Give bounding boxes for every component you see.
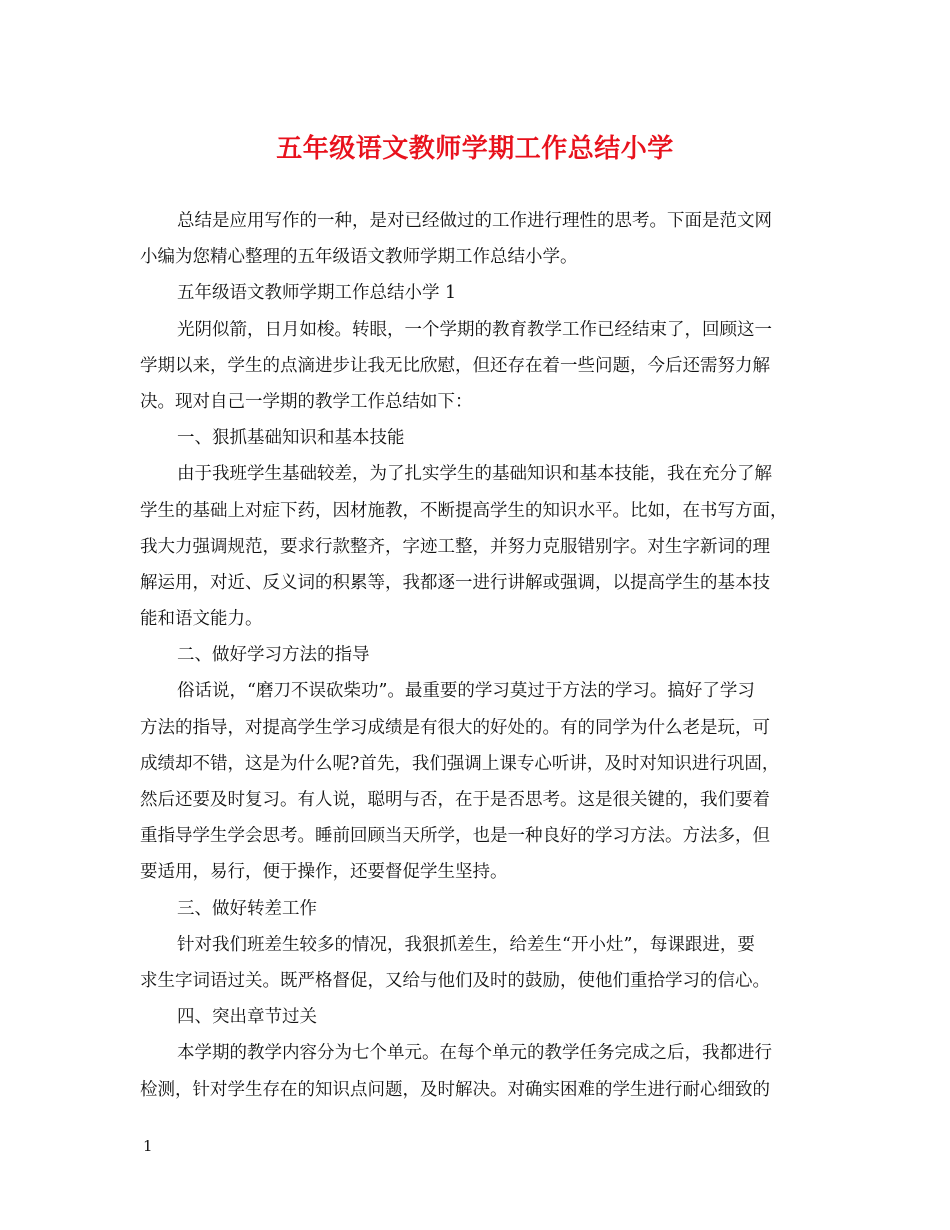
paragraph-line: 然后还要及时复习。有人说，聪明与否，在于是否思考。这是很关键的，我们要着 bbox=[140, 790, 770, 810]
paragraph-line: 俗话说，“磨刀不误砍柴功”。最重要的学习莫过于方法的学习。搞好了学习 bbox=[177, 681, 755, 702]
section-heading: 五年级语文教师学期工作总结小学 1 bbox=[177, 283, 457, 304]
document-body bbox=[140, 203, 812, 1108]
paragraph-line: 本学期的教学内容分为七个单元。在每个单元的教学任务完成之后，我都进行 bbox=[177, 1043, 772, 1064]
paragraph-line: 求生字词语过关。既严格督促，又给与他们及时的鼓励，使他们重拾学习的信心。 bbox=[140, 970, 770, 991]
page-number: 1 bbox=[143, 1137, 153, 1155]
paragraph-line: 学生的基础上对症下药，因材施教，不断提高学生的知识水平。比如，在书写方面， bbox=[140, 500, 788, 521]
paragraph-line: 针对我们班差生较多的情况，我狠抓差生，给差生“开小灶”，每课跟进，要 bbox=[177, 934, 755, 955]
paragraph-line: 决。现对自己一学期的教学工作总结如下： bbox=[140, 391, 473, 412]
section-heading: 一、狠抓基础知识和基本技能 bbox=[177, 428, 405, 449]
section-heading: 三、做好转差工作 bbox=[177, 898, 317, 919]
paragraph-line: 检测，针对学生存在的知识点问题，及时解决。对确实困难的学生进行耐心细致的 bbox=[140, 1079, 770, 1100]
document-title: 五年级语文教师学期工作总结小学 bbox=[276, 134, 674, 164]
section-heading: 二、做好学习方法的指导 bbox=[177, 645, 370, 666]
paragraph-line: 由于我班学生基础较差，为了扎实学生的基础知识和基本技能，我在充分了解 bbox=[177, 464, 772, 485]
paragraph-line: 能和语文能力。 bbox=[140, 609, 263, 630]
paragraph-line: 方法的指导，对提高学生学习成绩是有很大的好处的。有的同学为什么老是玩，可 bbox=[140, 717, 770, 738]
paragraph-line: 要适用，易行，便于操作，还要督促学生坚持。 bbox=[140, 862, 508, 883]
paragraph-line: 重指导学生学会思考。睡前回顾当天所学，也是一种良好的学习方法。方法多，但 bbox=[140, 826, 770, 847]
paragraph-line: 解运用，对近、反义词的积累等，我都逐一进行讲解或强调，以提高学生的基本技 bbox=[140, 572, 770, 593]
paragraph-line: 小编为您精心整理的五年级语文教师学期工作总结小学。 bbox=[140, 247, 578, 268]
section-heading: 四、突出章节过关 bbox=[177, 1007, 317, 1028]
paragraph-line: 学期以来，学生的点滴进步让我无比欣慰，但还存在着一些问题，今后还需努力解 bbox=[140, 355, 770, 376]
paragraph-line: 成绩却不错，这是为什么呢?首先，我们强调上课专心听讲，及时对知识进行巩固， bbox=[140, 753, 780, 774]
paragraph-line: 光阴似箭，日月如梭。转眼，一个学期的教育教学工作已经结束了，回顾这一 bbox=[177, 319, 772, 340]
paragraph-line: 我大力强调规范，要求行款整齐，字迹工整，并努力克服错别字。对生字新词的理 bbox=[140, 536, 770, 557]
paragraph-line: 总结是应用写作的一种，是对已经做过的工作进行理性的思考。下面是范文网 bbox=[177, 211, 772, 231]
